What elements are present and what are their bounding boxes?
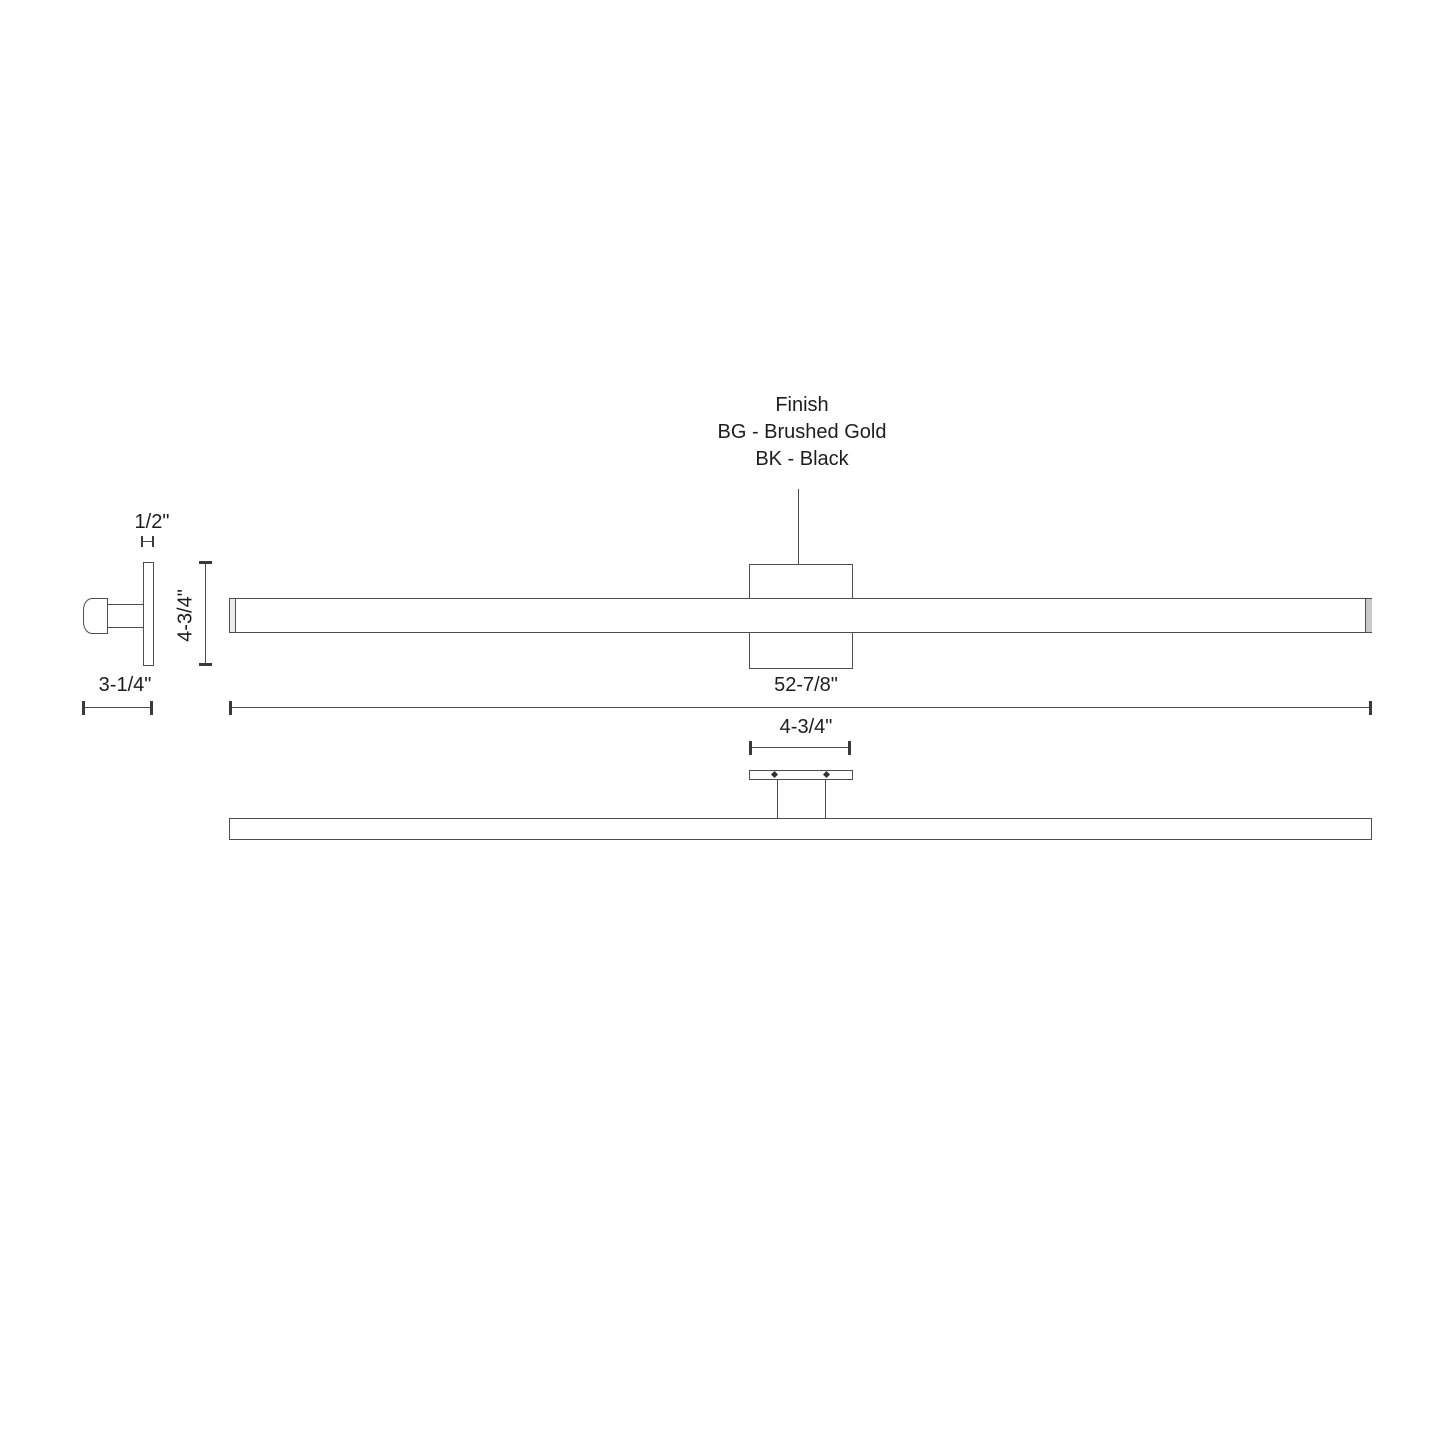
thickness-dim-line — [141, 541, 154, 542]
depth-dim-tick-right — [150, 701, 153, 715]
width-dim-tick-left — [229, 701, 232, 715]
height-dim-tick-top — [199, 561, 212, 564]
canopy-width-dim-tick-left — [749, 741, 752, 755]
front-view-light-bar — [229, 598, 1372, 633]
canopy-width-dim-tick-right — [848, 741, 851, 755]
finish-callout — [690, 392, 914, 473]
width-dimension-label: 52-7/8" — [774, 674, 838, 696]
plan-view-arm-right — [825, 779, 826, 818]
width-dim-tick-right — [1369, 701, 1372, 715]
depth-dimension-label: 3-1/4" — [98, 674, 152, 696]
finish-callout-title: Finish — [775, 394, 829, 416]
finish-option-black: BK - Black — [755, 448, 849, 470]
height-dim-line — [205, 562, 206, 666]
plan-view-canopy — [749, 770, 853, 780]
plan-view-arm-left — [777, 779, 778, 818]
depth-dim-line — [83, 707, 152, 708]
finish-leader-line — [798, 489, 799, 574]
side-view-light-bar — [143, 562, 154, 666]
width-dim-line — [230, 707, 1371, 708]
thickness-dimension-label: 1/2" — [134, 511, 170, 533]
side-view-backplate — [83, 598, 108, 634]
plan-view-light-bar — [229, 818, 1372, 840]
canopy-width-dimension-label: 4-3/4" — [779, 716, 833, 738]
height-dimension-label: 4-3/4" — [174, 589, 197, 642]
finish-option-brushed-gold: BG - Brushed Gold — [717, 421, 887, 443]
depth-dim-tick-left — [82, 701, 85, 715]
side-view-mounting-arm — [107, 604, 144, 628]
height-dim-tick-bottom — [199, 663, 212, 666]
light-bar-end-cap-right — [1365, 599, 1372, 632]
canopy-width-dim-line — [750, 747, 850, 748]
light-bar-end-cap-left — [230, 599, 236, 632]
